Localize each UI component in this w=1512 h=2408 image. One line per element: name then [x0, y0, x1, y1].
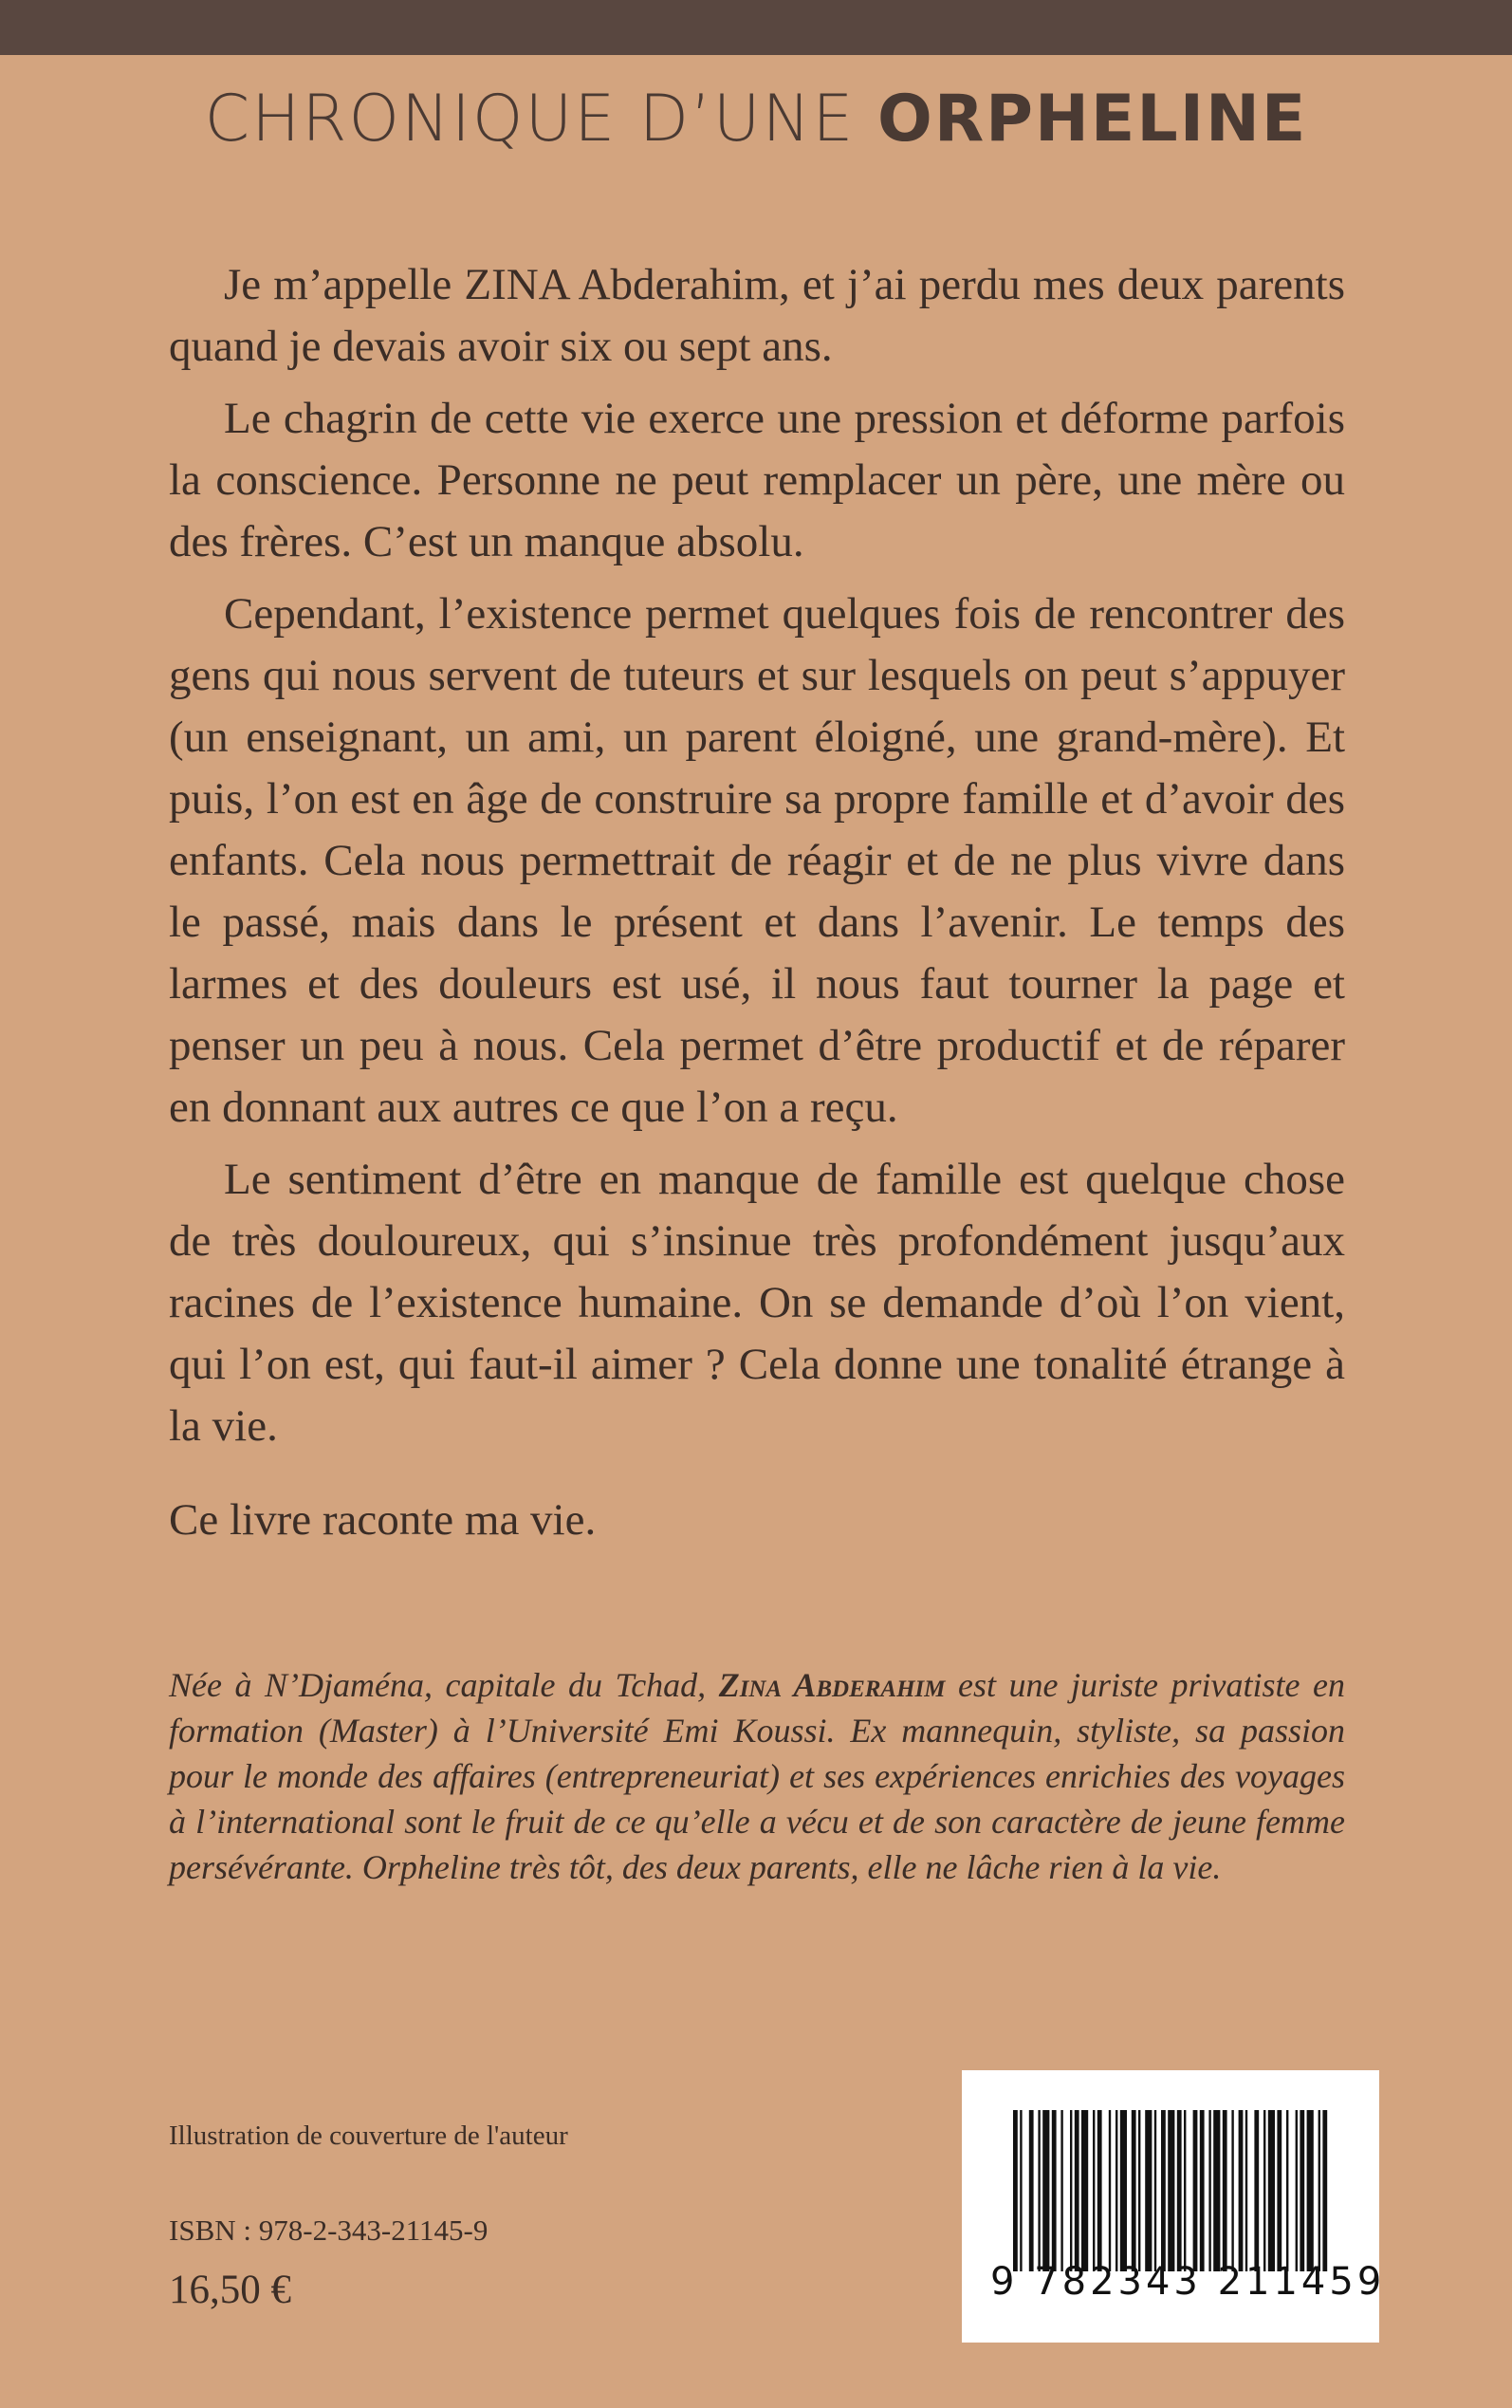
- barcode-box: [962, 2070, 1386, 2343]
- illustration-credit: Illustration de couverture de l'auteur: [169, 2121, 568, 2151]
- barcode-bar: [1081, 2110, 1088, 2271]
- barcode-bar: [1254, 2110, 1259, 2271]
- barcode-bar: [1132, 2110, 1136, 2271]
- barcode-bar: [1193, 2110, 1198, 2271]
- paragraph-4: Le sentiment d’être en manque de famille est quelque chose de très douloureux, qui s’insinue très profondément jusqu’aux racines de l’existence humaine. On se demande d’où l’on vient, qui l’on est, qui faut-il aimer ? Cela donne une tonalité étrange à la vie.: [169, 1155, 1345, 1451]
- barcode-bar: [1120, 2110, 1127, 2271]
- barcode-bar: [1177, 2110, 1182, 2271]
- barcode-bar: [1307, 2110, 1314, 2271]
- barcode-bar: [1042, 2110, 1049, 2271]
- barcode-bar: [1286, 2110, 1288, 2271]
- barcode-bar: [1231, 2110, 1233, 2271]
- paragraph-2: Le chagrin de cette vie exerce une pression et déforme parfois la conscience. Personne ne peut remplacer un père, une mère ou des frères. C’est un manque absolu.: [169, 394, 1345, 566]
- barcode-bar: [1223, 2110, 1227, 2271]
- barcode-bar: [1208, 2110, 1210, 2271]
- barcode-bar: [1013, 2110, 1018, 2271]
- isbn: ISBN : 978-2-343-21145-9: [169, 2214, 489, 2247]
- barcode-bar: [1060, 2110, 1062, 2271]
- barcode-bar: [1070, 2110, 1072, 2271]
- barcode-bar: [1322, 2110, 1327, 2271]
- barcode-bar: [1213, 2110, 1220, 2271]
- barcode-bar: [1277, 2110, 1282, 2271]
- bio-intro: Née à N’Djaména, capitale du Tchad,: [169, 1666, 719, 1704]
- barcode-bar: [1268, 2110, 1275, 2271]
- barcode-bar: [1154, 2110, 1156, 2271]
- barcode-bar: [1038, 2110, 1040, 2271]
- barcode-bar: [1168, 2110, 1174, 2271]
- barcode-bar: [1184, 2110, 1186, 2271]
- barcode-bar: [1145, 2110, 1152, 2271]
- barcode-bar: [1161, 2110, 1166, 2271]
- barcode-bar: [1239, 2110, 1244, 2271]
- back-cover-text: [169, 254, 1345, 1562]
- barcode-bar: [1263, 2110, 1265, 2271]
- barcode-bar: [1296, 2110, 1298, 2271]
- book-title: [0, 82, 1512, 157]
- barcode-bar: [1300, 2110, 1304, 2271]
- title-light: CHRONIQUE D’UNE: [204, 82, 878, 157]
- barcode-bar: [1109, 2110, 1111, 2271]
- title-bold: ORPHELINE: [877, 82, 1308, 157]
- bio-rest: est une juriste privatiste en formation (Master) à l’Université Emi Koussi. Ex mannequin, styliste, sa passion pour le monde des affaires (entrepreneuriat) et ses expériences enrichies des voyages à l’international sont le fruit de ce qu’elle a vécu et de son caractère de jeune femme persévérante. Orpheline très tôt, des deux parents, elle ne lâche rien à la vie.: [169, 1666, 1346, 1886]
- barcode-bar: [1200, 2110, 1205, 2271]
- barcode-bar: [1245, 2110, 1247, 2271]
- barcode-icon: [1013, 2110, 1332, 2271]
- barcode-bar: [1138, 2110, 1140, 2271]
- paragraph-3: Cependant, l’existence permet quelques fois de rencontrer des gens qui nous servent de tuteurs et sur lesquels on peut s’appuyer (un enseignant, un ami, un parent éloigné, une grand-mère). Et puis, l’on est en âge de construire sa propre famille et d’avoir des enfants. Cela nous permettrait de réagir et de ne plus vivre dans le passé, mais dans le présent et dans l’avenir. Le temps des larmes et des douleurs est usé, il nous faut tourner la page et penser un peu à nous. Cela permet d’être productif et de réparer en donnant aux autres ce que l’on a reçu.: [169, 589, 1345, 1132]
- barcode-bar: [1075, 2110, 1079, 2271]
- barcode-bar: [1029, 2110, 1034, 2271]
- closing-line: Ce livre raconte ma vie.: [169, 1495, 597, 1545]
- barcode-bar: [1318, 2110, 1320, 2271]
- barcode-bar: [1116, 2110, 1117, 2271]
- author-bio: [169, 1662, 1345, 1890]
- price: 16,50 €: [169, 2268, 291, 2312]
- barcode-digits: 9 782343 211459: [990, 2260, 1386, 2304]
- barcode-bar: [1020, 2110, 1022, 2271]
- paragraph-1: Je m’appelle ZINA Abderahim, et j’ai perdu mes deux parents quand je devais avoir six ou sept ans.: [169, 260, 1345, 371]
- barcode-bar: [1093, 2110, 1095, 2271]
- barcode-bar: [1097, 2110, 1102, 2271]
- bio-author-name: Zina Abderahim: [718, 1666, 946, 1704]
- barcode-bar: [1052, 2110, 1057, 2271]
- top-bar: [0, 0, 1512, 55]
